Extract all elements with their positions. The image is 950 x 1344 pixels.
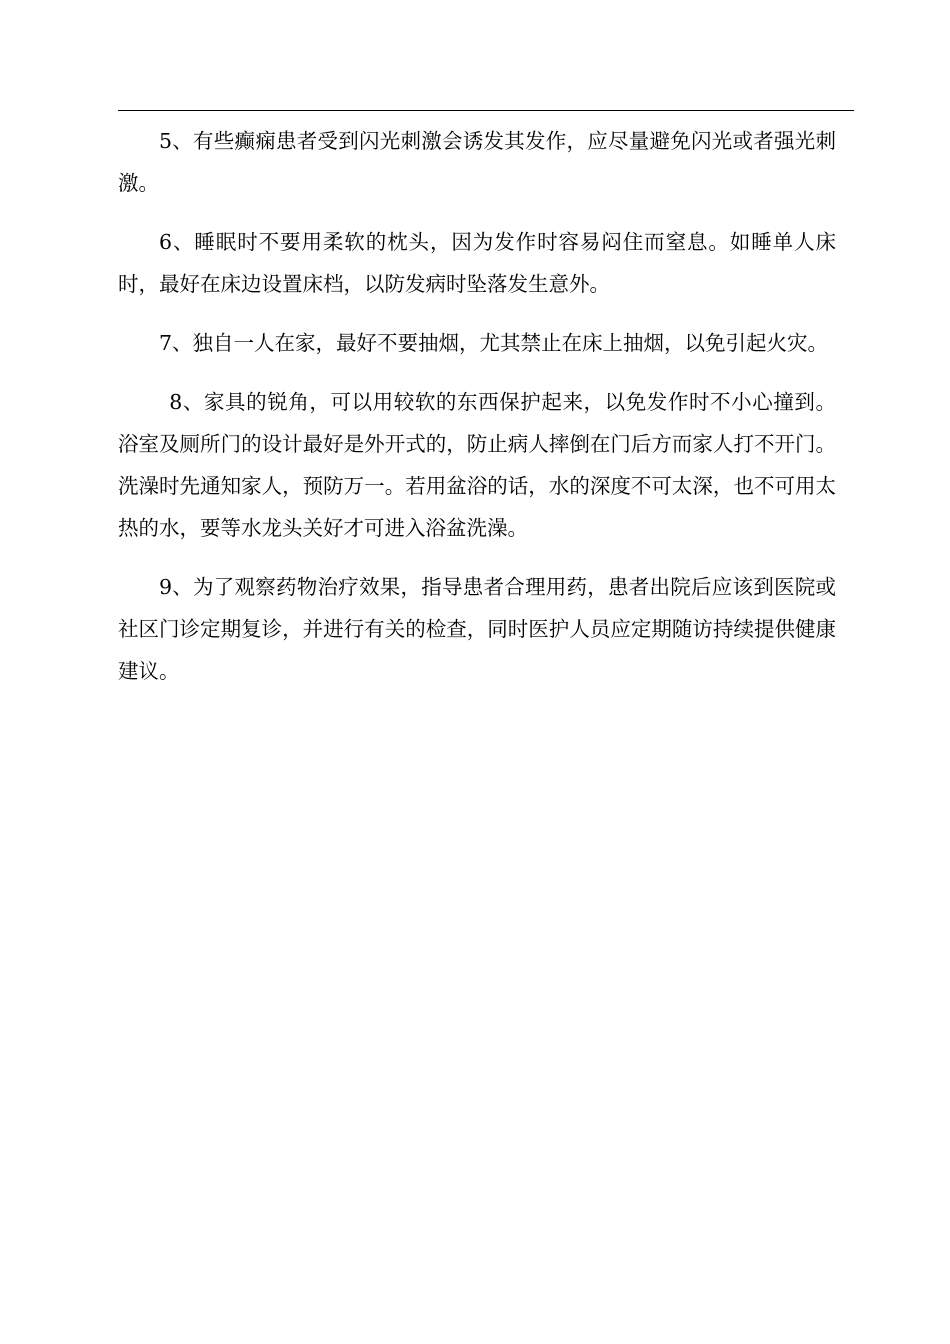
document-body [118,120,836,709]
paragraph-item-8: 8、家具的锐角，可以用较软的东西保护起来，以免发作时不小心撞到。浴室及厕所门的设计最好是外开式的，防止病人摔倒在门后方而家人打不开门。洗澡时先通知家人，预防万一。若用盆浴的话，水的深度不可太深，也不可用太热的水，要等水龙头关好才可进入浴盆洗澡。 [118,390,836,540]
paragraph-item-7: 7、独自一人在家，最好不要抽烟，尤其禁止在床上抽烟，以免引起火灾。 [159,331,829,355]
paragraph-item-5: 5、有些癫痫患者受到闪光刺激会诱发其发作，应尽量避免闪光或者强光刺激。 [118,129,836,195]
paragraph-item-6: 6、睡眠时不要用柔软的枕头，因为发作时容易闷住而窒息。如睡单人床时，最好在床边设置床档，以防发病时坠落发生意外。 [118,230,836,296]
paragraph-item-9: 9、为了观察药物治疗效果，指导患者合理用药，患者出院后应该到医院或社区门诊定期复诊，并进行有关的检查，同时医护人员应定期随访持续提供健康建议。 [118,575,836,683]
header-rule [118,110,854,111]
